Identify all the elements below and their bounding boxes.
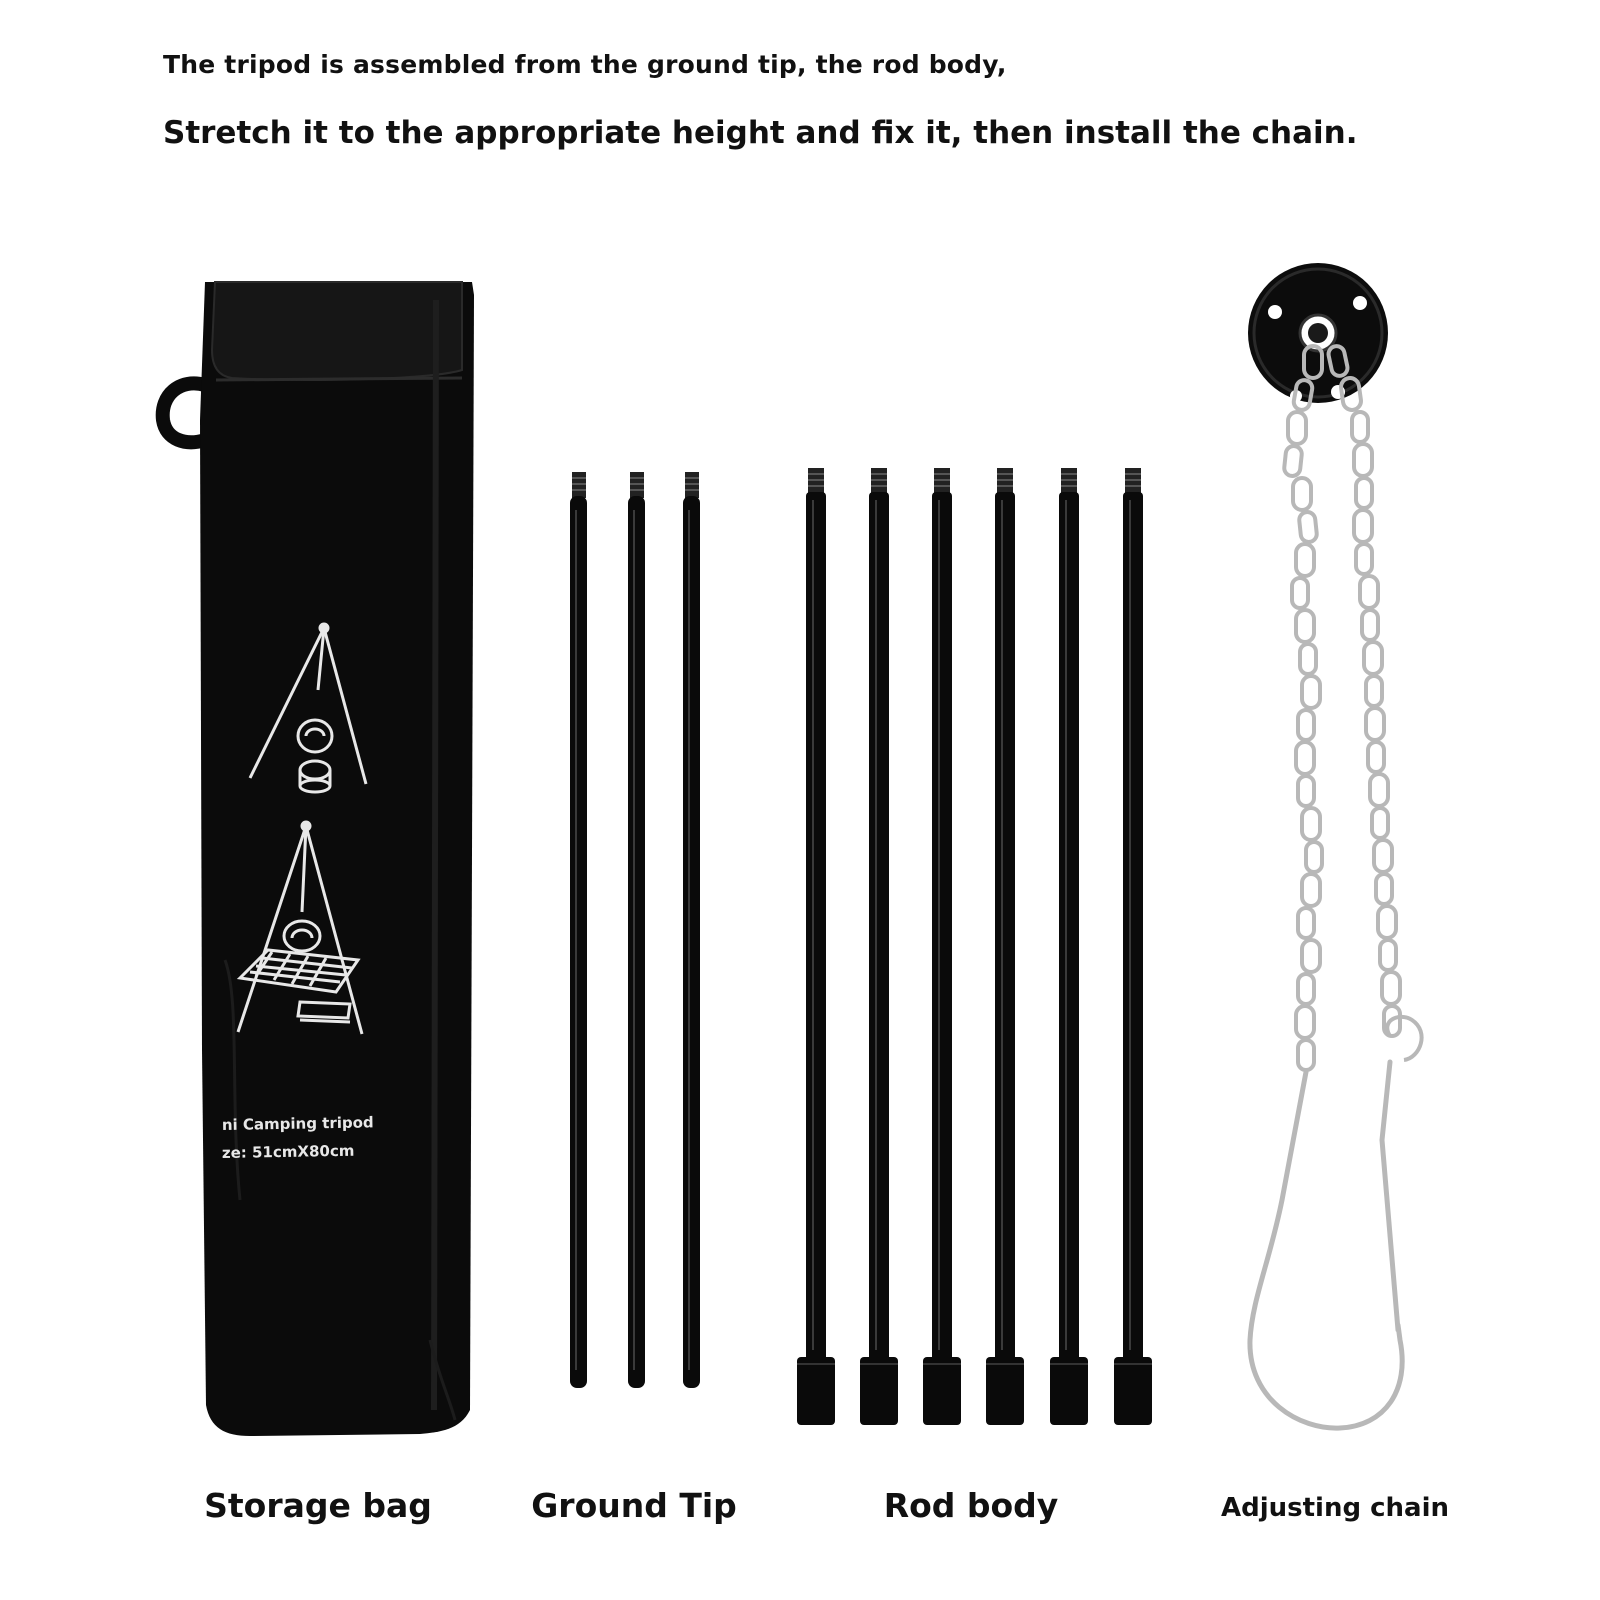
chain-top-connector (1248, 263, 1388, 403)
ground-tips (570, 472, 700, 1388)
storage-bag (163, 282, 474, 1436)
ground-tip (683, 472, 700, 1388)
caption-line-1: The tripod is assembled from the ground tip, the rod body, (163, 50, 1007, 79)
chain-links (1283, 345, 1400, 1070)
ground-tip (628, 472, 645, 1388)
caption-line-2: Stretch it to the appropriate height and fix it, then install the chain. (163, 115, 1358, 151)
large-hook (1250, 1062, 1402, 1428)
bag-print-title: ni Camping tripod (221, 1113, 374, 1134)
rod-body (860, 468, 898, 1425)
rod-bodies (797, 468, 1152, 1425)
label-storage-bag: Storage bag (204, 1486, 432, 1525)
rod-body (1114, 468, 1152, 1425)
bag-loop (163, 383, 205, 442)
rod-body (797, 468, 835, 1425)
bag-print-size: ze: 51cmX80cm (221, 1141, 355, 1162)
adjusting-chain (1248, 263, 1422, 1428)
rod-body (986, 468, 1024, 1425)
label-ground-tip: Ground Tip (531, 1486, 737, 1525)
s-hook (1387, 1017, 1421, 1060)
label-rod-body: Rod body (883, 1486, 1059, 1525)
bag-flap (212, 282, 462, 380)
ground-tip (570, 472, 587, 1388)
rod-body (1050, 468, 1088, 1425)
label-adjusting-chain: Adjusting chain (1220, 1493, 1450, 1523)
rod-body (923, 468, 961, 1425)
